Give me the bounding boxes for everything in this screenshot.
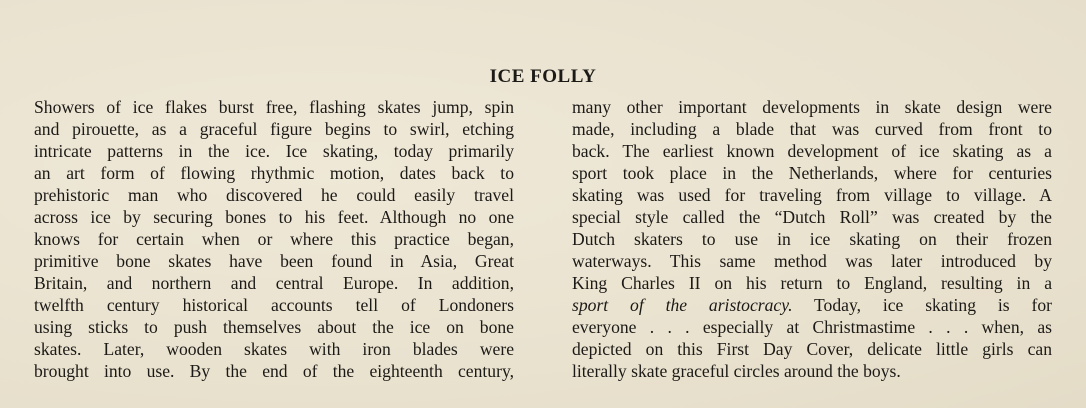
text-line: skates. Later, wooden skates with iron blades were bbox=[34, 339, 514, 359]
text-line: sport took place in the Netherlands, where for centuries bbox=[572, 163, 1052, 183]
document-title: ICE FOLLY bbox=[489, 66, 597, 87]
text-line: skating was used for traveling from village to village. A bbox=[572, 185, 1052, 205]
left-text-column bbox=[34, 96, 514, 382]
text-line-mixed bbox=[572, 294, 1052, 316]
text-line: knows for certain when or where this practice began, bbox=[34, 229, 514, 249]
text-line: using sticks to push themselves about the ice on bone bbox=[34, 317, 514, 337]
text-line: and pirouette, as a graceful figure begins to swirl, etching bbox=[34, 119, 514, 139]
text-line: Dutch skaters to use in ice skating on their frozen bbox=[572, 229, 1052, 249]
text-line: King Charles II on his return to England, resulting in a bbox=[572, 273, 1052, 293]
text-line: an art form of flowing rhythmic motion, dates back to bbox=[34, 163, 514, 183]
text-line: many other important developments in skate design were bbox=[572, 97, 1052, 117]
text-line: depicted on this First Day Cover, delicate little girls can bbox=[572, 339, 1052, 359]
text-line: back. The earliest known development of ice skating as a bbox=[572, 141, 1052, 161]
text-line: everyone . . . especially at Christmastime . . . when, as bbox=[572, 317, 1052, 337]
text-line: made, including a blade that was curved from front to bbox=[572, 119, 1052, 139]
text-line: intricate patterns in the ice. Ice skating, today primarily bbox=[34, 141, 514, 161]
text-line: literally skate graceful circles around the boys. bbox=[572, 361, 901, 381]
text-line: special style called the “Dutch Roll” was created by the bbox=[572, 207, 1052, 227]
text-line: prehistoric man who discovered he could easily travel bbox=[34, 185, 514, 205]
text-line: brought into use. By the end of the eighteenth century, bbox=[34, 361, 514, 381]
text-line: Showers of ice flakes burst free, flashing skates jump, spin bbox=[34, 97, 514, 117]
text-line: across ice by securing bones to his feet. Although no one bbox=[34, 207, 514, 227]
text-line: twelfth century historical accounts tell of Londoners bbox=[34, 295, 514, 315]
italic-phrase: sport of the aristocracy. bbox=[572, 295, 793, 315]
text-line: primitive bone skates have been found in Asia, Great bbox=[34, 251, 514, 271]
text-fragment: Today, ice skating is for bbox=[792, 295, 1052, 315]
right-text-column bbox=[572, 96, 1052, 382]
text-line: Britain, and northern and central Europe. In addition, bbox=[34, 273, 514, 293]
text-line: waterways. This same method was later introduced by bbox=[572, 251, 1052, 271]
